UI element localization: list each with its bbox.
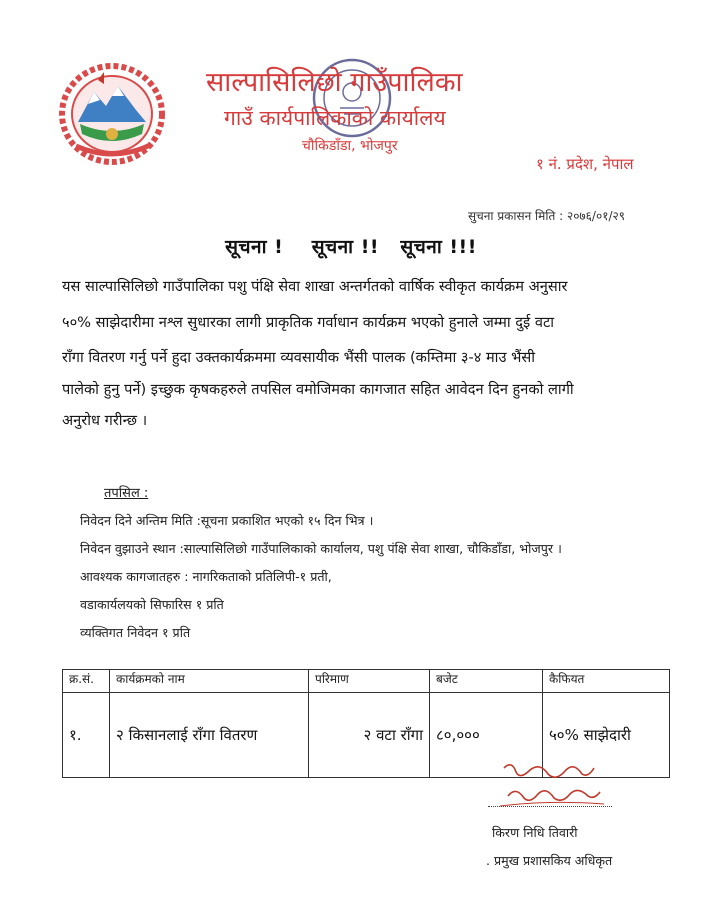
- column-header-budget: बजेट: [430, 670, 543, 693]
- cell-serial: १.: [63, 693, 110, 778]
- detail-submission-place: निवेदन वुझाउने स्थान :साल्पासिलिछो गाउँपालिकाको कार्यालय, पशु पंक्षि सेवा शाखा, चौकिडाँडा, भोजपुर ।: [80, 541, 562, 556]
- column-header-remarks: कैफियत: [543, 670, 670, 693]
- office-subtitle: गाउँ कार्यपालिकाको कार्यालय: [224, 106, 446, 130]
- nepal-emblem-icon: [58, 62, 166, 166]
- cell-quantity: २ वटा राँगा: [309, 693, 430, 778]
- notice-body-line: अनुरोध गरीन्छ ।: [62, 412, 148, 429]
- details-heading: तपसिल :: [104, 486, 149, 501]
- detail-ward-recommendation: वडाकार्यलयको सिफारिस १ प्रति: [80, 597, 224, 612]
- detail-required-documents: आवश्यक कागजातहरु : नागरिकताको प्रतिलिपी-१ प्रती,: [80, 569, 332, 584]
- column-header-program: कार्यक्रमको नाम: [110, 670, 309, 693]
- publication-date: सुचना प्रकासन मिति : २०७६/०१/२९: [468, 209, 625, 223]
- detail-deadline: निवेदन दिने अन्तिम मिति :सूचना प्रकाशित भएको १५ दिन भित्र ।: [80, 513, 374, 528]
- cell-remarks: ५०% साझेदारी: [543, 693, 670, 778]
- cell-budget: ८०,०००: [430, 693, 543, 778]
- notice-body-line: पालेको हुनु पर्ने) इच्छुक कृषकहरुले तपसिल वमोजिमका कागजात सहित आवेदन दिन हुनको लागी: [62, 381, 574, 398]
- table-header-row: [63, 670, 670, 693]
- signer-name: किरण निधि तिवारी: [492, 825, 578, 840]
- signature-line: [488, 806, 612, 807]
- notice-heading: सूचना ! सूचना !! सूचना !!!: [225, 236, 477, 258]
- handwritten-signature-icon: [490, 756, 610, 816]
- office-address: चौकिडाँडा, भोजपुर: [302, 138, 398, 154]
- notice-body-line: यस साल्पासिलिछो गाउँपालिका पशु पंक्षि सेवा शाखा अन्तर्गतको वार्षिक स्वीकृत कार्यक्रम अनुसार: [62, 278, 568, 295]
- signer-title: . प्रमुख प्रशासकिय अधिकृत: [486, 853, 613, 868]
- notice-body-line: ५०% साझेदारीमा नश्ल सुधारका लागी प्राकृतिक गर्वाधान कार्यक्रम भएको हुनाले जम्मा दुई वटा: [62, 314, 555, 331]
- notice-body-line: राँगा वितरण गर्नु पर्ने हुदा उक्तकार्यक्रममा व्यवसायीक भैंसी पालक (कम्तिमा ३-४ माउ भैंसी: [62, 349, 536, 366]
- cell-program: २ किसानलाई राँगा वितरण: [110, 693, 309, 778]
- column-header-serial: क्र.सं.: [63, 670, 110, 693]
- column-header-quantity: परिमाण: [309, 670, 430, 693]
- detail-personal-application: व्यक्तिगत निवेदन १ प्रति: [80, 625, 191, 640]
- province-label: १ नं. प्रदेश, नेपाल: [536, 155, 634, 173]
- office-name: साल्पासिलिछो गाउँपालिका: [206, 67, 463, 98]
